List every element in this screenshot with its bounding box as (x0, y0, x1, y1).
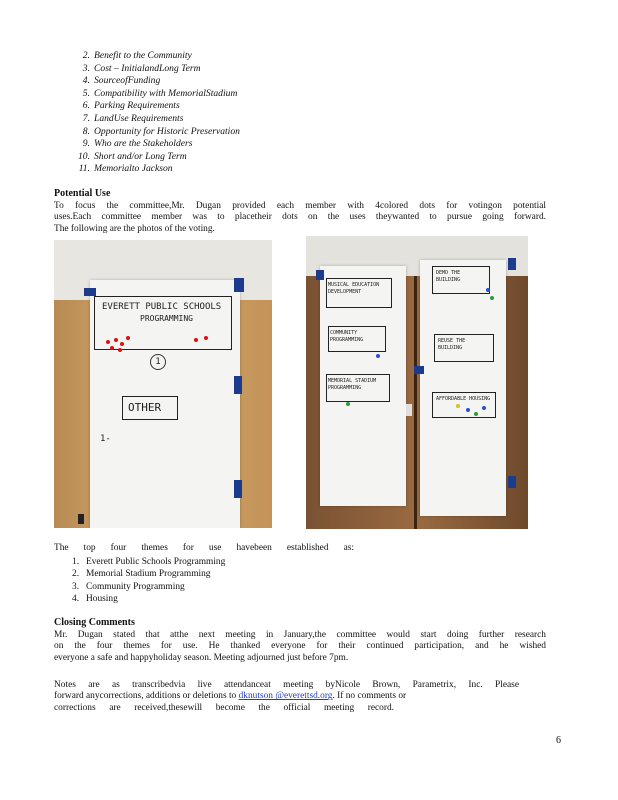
voting-photo-left (54, 240, 272, 528)
paragraph-line: The top four themes for use havebeen established as: (54, 543, 354, 553)
paragraph-line: To focus the committee,Mr. Dugan provided each member with 4colored dots for votingon potential (54, 201, 546, 211)
photo-circle-number: 1 (150, 354, 166, 370)
list-item: 7. LandUse Requirements (82, 112, 184, 124)
list-item: 3. Community Programming (72, 581, 185, 592)
page-number: 6 (556, 735, 561, 746)
paragraph-line: forward anycorrections, additions or deletions to dknutson @everettsd.org. If no comments or (54, 691, 407, 702)
photo-note: COMMUNITY PROGRAMMING (330, 330, 364, 343)
photo-note: MEMORIAL STADIUM PROGRAMMING (328, 378, 377, 391)
paragraph-line: corrections are received,thesewill become the official meeting record. (54, 702, 394, 713)
photo-note-subtitle: PROGRAMMING (140, 314, 193, 323)
photo-note: MUSICAL EDUCATION DEVELOPMENT (328, 282, 380, 295)
closing-heading: Closing Comments (54, 617, 135, 628)
list-item: 9. Who are the Stakeholders (82, 138, 193, 150)
list-item: 1. Everett Public Schools Programming (72, 557, 226, 567)
list-item: 4. SourceofFunding (82, 75, 161, 87)
list-item: 2. Memorial Stadium Programming (72, 569, 211, 580)
paragraph-line: Mr. Dugan stated that atthe next meeting in January,the committee would start doing further research (54, 630, 546, 640)
closing-paragraph (54, 630, 546, 664)
photo-note: DEMO THE BUILDING (436, 270, 461, 283)
list-item: 11. Memorialto Jackson (78, 163, 173, 175)
criteria-list (72, 50, 240, 176)
photo-note: AFFORDABLE HOUSING (436, 396, 491, 402)
themes-list (72, 556, 225, 606)
paragraph-line: Notes are as transcribedvia live attendanceat meeting byNicole Brown, Parametrix, Inc. Please (54, 680, 519, 690)
list-item: 8. Opportunity for Historic Preservation (82, 125, 240, 137)
paragraph-line: everyone a safe and happyholiday season. Meeting adjourned just before 7pm. (54, 652, 349, 663)
photo-note-title: EVERETT PUBLIC SCHOOLS (102, 302, 222, 312)
list-item: 10. Short and/or Long Term (78, 150, 187, 162)
notes-paragraph (54, 680, 519, 714)
paragraph-line: on the four themes for use. He thanked everyone for their continued participation, and he wished (54, 641, 546, 652)
list-item: 3. Cost – InitialandLong Term (82, 62, 201, 74)
list-item: 6. Parking Requirements (82, 100, 180, 112)
paragraph-line: uses.Each committee member was to placetheir dots on the uses theywanted to pursue going forward. (54, 212, 546, 223)
photo-note: REUSE THE BUILDING (438, 338, 466, 351)
voting-photo-right (306, 236, 528, 529)
list-item: 4. Housing (72, 594, 118, 605)
potential-use-paragraph (54, 201, 546, 235)
photo-other-label: OTHER (128, 401, 162, 414)
paragraph-line: The following are the photos of the voting. (54, 223, 215, 234)
list-item: 5. Compatibility with MemorialStadium (82, 87, 238, 99)
potential-use-heading: Potential Use (54, 188, 111, 199)
list-item: 2. Benefit to the Community (82, 50, 192, 61)
themes-intro (54, 543, 354, 554)
photo-mark: 1- (100, 434, 111, 444)
email-link[interactable]: dknutson @everettsd.org (238, 691, 333, 702)
